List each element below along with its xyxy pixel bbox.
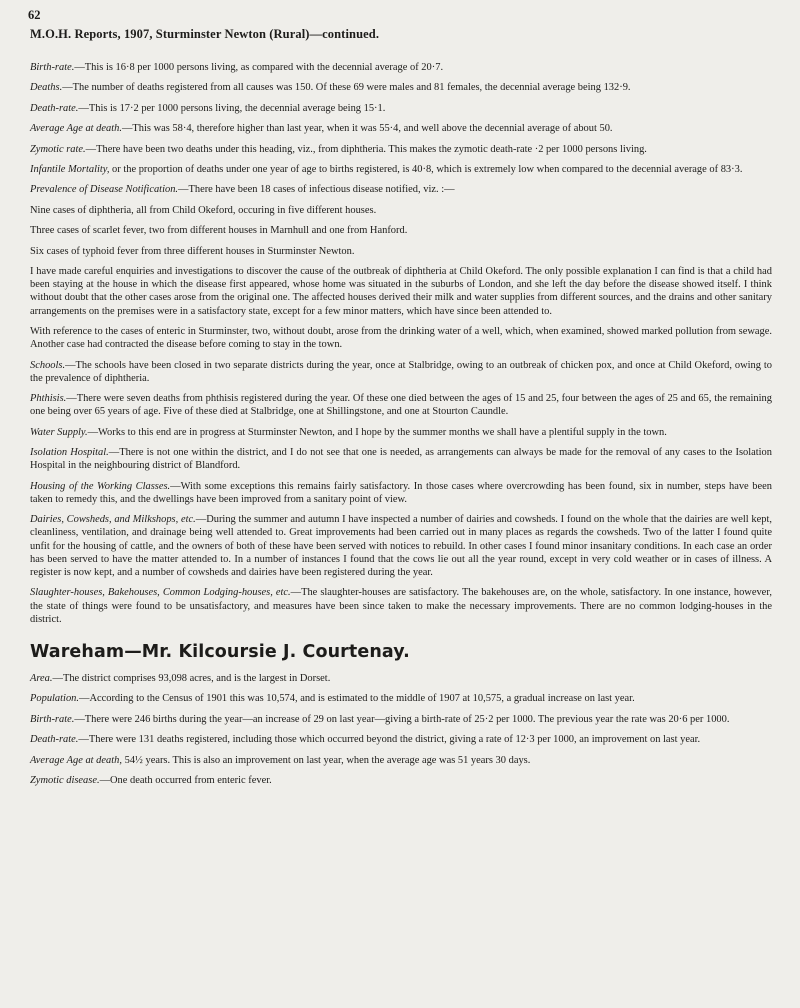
paragraph: Death-rate.—There were 131 deaths registered, including those which occurred beyond the district, giving a rate of 12·3 per 1000, an improvement on last year. [30, 734, 701, 746]
paragraph: Phthisis.—There were seven deaths from phthisis registered during the year. Of these one died between the ages of 15 and 25, four between the ages of 25 and 65, the remaining one being over 65 years of age. Five of these died at Stalbridge, one at Shillingstone, and one at Stourton Caundle. [30, 393, 772, 418]
section-title: Wareham—Mr. Kilcoursie J. Courtenay. [30, 642, 410, 663]
paragraph: Average Age at death, 54½ years. This is also an improvement on last year, when the average age was 51 years 30 days. [30, 754, 531, 766]
paragraph: Zymotic disease.—One death occurred from enteric fever. [30, 775, 272, 787]
paragraph: Deaths.—The number of deaths registered from all causes was 150. Of these 69 were males and 81 females, the decennial average being 132·9. [30, 82, 631, 94]
paragraph: Birth-rate.—This is 16·8 per 1000 persons living, as compared with the decennial average of 20·7. [30, 62, 444, 73]
paragraph: Area.—The district comprises 93,098 acres, and is the largest in Dorset. [30, 673, 331, 685]
list-item: Six cases of typhoid fever from three different houses in Sturminster Newton. [30, 245, 355, 257]
paragraph: Housing of the Working Classes.—With some exceptions this remains fairly satisfactory. In those cases where overcrowding has been found, six in number, steps have been taken to remedy this, and the dwellings have been improved from a sanitary point of view. [30, 480, 772, 505]
paragraph: Slaughter-houses, Bakehouses, Common Lodging-houses, etc.—The slaughter-houses are satisfactory. The bakehouses are, on the whole, satisfactory. In one instance, however, the state of things were found to be unsatisfactory, and measures have been since taken to make the necessary improvements. There are no common lodging-houses in the district. [30, 587, 772, 625]
list-item: Nine cases of diphtheria, all from Child Okeford, occuring in five different houses. [30, 204, 377, 216]
page-number: 62 [28, 8, 41, 22]
running-head: M.O.H. Reports, 1907, Sturminster Newton (Rural)—continued. [30, 27, 380, 41]
paragraph: Water Supply.—Works to this end are in progress at Sturminster Newton, and I hope by the summer months we shall have a plentiful supply in the town. [30, 426, 667, 438]
paragraph: Death-rate.—This is 17·2 per 1000 persons living, the decennial average being 15·1. [30, 102, 386, 114]
paragraph: Birth-rate.—There were 246 births during the year—an increase of 29 on last year—giving a birth-rate of 25·2 per 1000. The previous year the rate was 20·6 per 1000. [30, 713, 730, 725]
paragraph: Population.—According to the Census of 1901 this was 10,574, and is estimated to the middle of 1907 at 10,575, a gradual increase on last year. [30, 693, 635, 705]
paragraph: Isolation Hospital.—There is not one within the district, and I do not see that one is needed, as arrangements can always be made for the removal of any cases to the Isolation Hospital in the neighbouring district of Blandford. [30, 447, 772, 472]
paragraph: I have made careful enquiries and investigations to discover the cause of the outbreak of diphtheria at Child Okeford. The only possible explanation I can find is that a child had been staying at the house in which the disease first appeared, whose home was situated in the suburbs of London, and she left the day before the disease showed itself. I think without doubt that the other cases arose from the original one. The affected houses derived their milk and water supplies from different sources, and the drains and other sanitary arrangements on the premises were in a satisfactory state, except for a few minor matters, which have since been attended to. [30, 265, 772, 317]
paragraph: Schools.—The schools have been closed in two separate districts during the year, once at Stalbridge, owing to an outbreak of chicken pox, and once at Child Okeford, owing to the prevalence of diphtheria. [30, 359, 772, 384]
paragraph: With reference to the cases of enteric in Sturminster, two, without doubt, arose from the drinking water of a well, which, when examined, showed marked pollution from sewage. Another case had contracted the disease before coming to stay in the town. [30, 325, 772, 351]
paragraph: Prevalence of Disease Notification.—There have been 18 cases of infectious disease notified, viz. :— [30, 184, 455, 196]
report-body [30, 61, 772, 794]
list-item: Three cases of scarlet fever, two from different houses in Marnhull and one from Hanford. [30, 225, 408, 237]
paragraph: Zymotic rate.—There have been two deaths under this heading, viz., from diphtheria. This makes the zymotic death-rate ·2 per 1000 persons living. [30, 143, 647, 155]
wareham-section [30, 672, 772, 787]
paragraph: Dairies, Cowsheds, and Milkshops, etc.—During the summer and autumn I have inspected a number of dairies and cowsheds. I found on the whole that the dairies are well kept, cleanliness, ventilation, and drainage being well attended to. Great improvements had been carried out in many places as regards the cowsheds. Two of the latter I found quite unfit for the housing of cattle, and the owners of both of these have been served with notices to rebuild. In other cases I found minor insanitary conditions. In each case an order has been served to have the matter attended to. In a number of instances I found that the cows lie out all the year round, except in very cold weather or in cases of illness. A register is now kept, and a number of cowsheds and dairies have been registered during the year. [30, 514, 772, 579]
sturminster-section [30, 61, 772, 626]
paragraph: Infantile Mortality, or the proportion of deaths under one year of age to births registered, is 40·8, which is extremely low when compared to the decennial average of 83·3. [30, 163, 743, 175]
paragraph: Average Age at death.—This was 58·4, therefore higher than last year, when it was 55·4, and well above the decennial average of about 50. [30, 123, 613, 135]
